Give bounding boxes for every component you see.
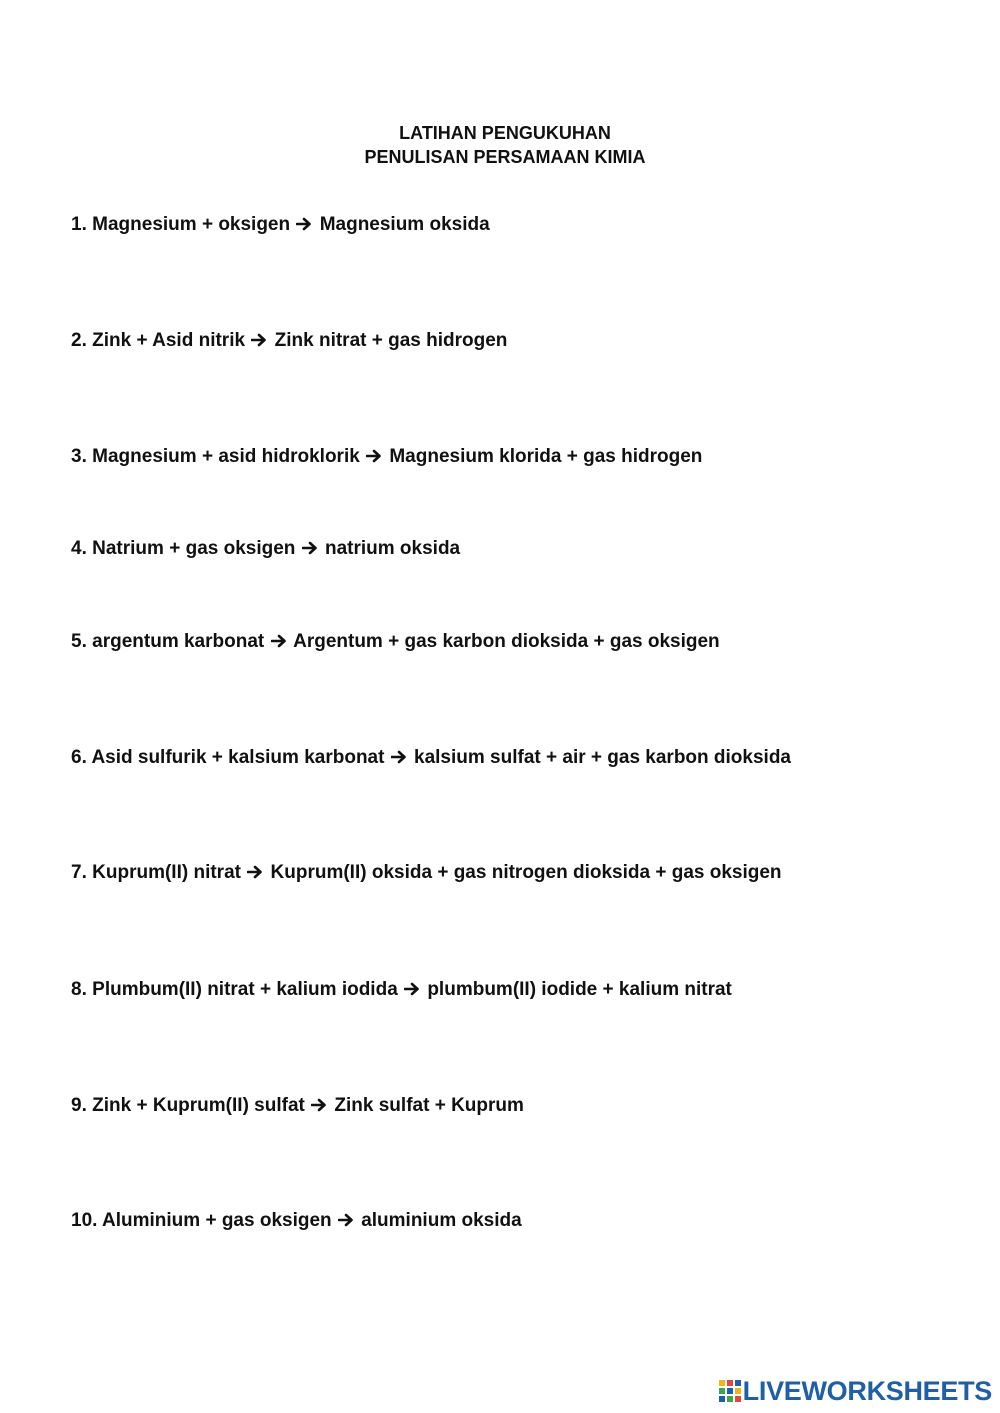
arrow-right-icon bbox=[391, 750, 407, 764]
question-number: 8. bbox=[71, 979, 87, 1000]
arrow-right-icon bbox=[247, 865, 263, 879]
arrow-right-icon bbox=[251, 333, 267, 347]
products: Zink nitrat + gas hidrogen bbox=[274, 330, 508, 351]
arrow-right-icon bbox=[311, 1098, 327, 1112]
question-number: 9. bbox=[71, 1095, 87, 1116]
question-number: 6. bbox=[71, 747, 87, 768]
reactants: argentum karbonat bbox=[92, 631, 265, 652]
title-line-2: PENULISAN PERSAMAAN KIMIA bbox=[364, 147, 646, 167]
products: natrium oksida bbox=[324, 538, 461, 559]
liveworksheets-logo bbox=[719, 1377, 992, 1405]
question-number: 7. bbox=[71, 862, 87, 883]
products: Zink sulfat + Kuprum bbox=[334, 1095, 524, 1116]
question-6 bbox=[71, 746, 791, 770]
arrow-right-icon bbox=[338, 1213, 354, 1227]
question-1 bbox=[71, 213, 490, 237]
arrow-right-icon bbox=[404, 982, 420, 996]
products: Argentum + gas karbon dioksida + gas oksigen bbox=[293, 631, 720, 652]
question-number: 10. bbox=[71, 1210, 98, 1231]
reactants: Kuprum(II) nitrat bbox=[92, 862, 241, 883]
reactants: Magnesium + oksigen bbox=[92, 214, 291, 235]
reactants: Aluminium + gas oksigen bbox=[102, 1210, 332, 1231]
question-number: 2. bbox=[71, 330, 87, 351]
products: aluminium oksida bbox=[361, 1210, 522, 1231]
question-number: 1. bbox=[71, 214, 87, 235]
reactants: Natrium + gas oksigen bbox=[92, 538, 296, 559]
products: Magnesium oksida bbox=[319, 214, 490, 235]
reactants: Zink + Kuprum(II) sulfat bbox=[92, 1095, 305, 1116]
question-8 bbox=[71, 978, 732, 1002]
arrow-right-icon bbox=[366, 449, 382, 463]
products: kalsium sulfat + air + gas karbon dioksida bbox=[414, 747, 791, 768]
title-line-1: LATIHAN PENGUKUHAN bbox=[399, 123, 611, 143]
arrow-right-icon bbox=[271, 634, 287, 648]
question-3 bbox=[71, 445, 702, 469]
arrow-right-icon bbox=[296, 217, 312, 231]
worksheet-title bbox=[0, 121, 1000, 169]
reactants: Asid sulfurik + kalsium karbonat bbox=[91, 747, 385, 768]
question-number: 3. bbox=[71, 446, 87, 467]
question-5 bbox=[71, 630, 720, 654]
arrow-right-icon bbox=[302, 541, 318, 555]
reactants: Zink + Asid nitrik bbox=[92, 330, 246, 351]
products: Kuprum(II) oksida + gas nitrogen dioksida + gas oksigen bbox=[270, 862, 782, 883]
reactants: Magnesium + asid hidroklorik bbox=[92, 446, 360, 467]
question-4 bbox=[71, 537, 460, 561]
question-9 bbox=[71, 1094, 524, 1118]
question-7 bbox=[71, 861, 782, 885]
question-10 bbox=[71, 1209, 522, 1233]
question-number: 5. bbox=[71, 631, 87, 652]
liveworksheets-grid-icon bbox=[719, 1380, 741, 1402]
reactants: Plumbum(II) nitrat + kalium iodida bbox=[92, 979, 398, 1000]
products: Magnesium klorida + gas hidrogen bbox=[389, 446, 703, 467]
products: plumbum(II) iodide + kalium nitrat bbox=[427, 979, 732, 1000]
brand-name: LIVEWORKSHEETS bbox=[742, 1375, 992, 1406]
question-2 bbox=[71, 329, 507, 353]
question-number: 4. bbox=[71, 538, 87, 559]
